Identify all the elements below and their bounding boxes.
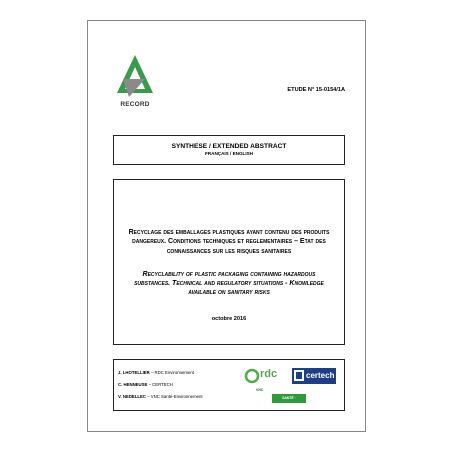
rdc-logo [244,368,284,384]
certech-logo-text: certech [306,371,335,380]
sante-environnement-logo: SANTÉ · ENVIRONNEMENT [272,394,306,403]
rdc-leaf-icon [244,368,260,384]
record-logo [115,53,155,117]
record-logo-text: RECORD [120,101,150,108]
author-line [118,370,194,375]
etude-number: ETUDE N° 15-0154/1A [287,87,345,93]
author-name: C. HENNEUSE [118,382,148,387]
title-english: Recyclability of plastic packaging containing hazardous substances. Technical and regulatory situations - Knowledge available on sanitary risks [134,270,324,297]
publication-date: octobre 2016 [211,315,247,322]
author-affiliation: – VNC Santé-Environnement [146,394,203,399]
author-affiliation: – RDC Environnement [149,370,194,375]
title-box [113,179,345,345]
authors-box [113,359,345,411]
synthese-box [113,135,345,165]
author-line [118,394,203,399]
cover-page [87,20,366,432]
synthese-languages: FRANÇAIS / ENGLISH [205,151,253,156]
certech-square-icon [294,370,304,381]
title-french: Recyclage des emballages plastiques ayant contenu des produits dangereux. Conditions techniques et reglementaires – Etat des connaissances sur les risques sanitaires [128,229,330,255]
synthese-title: SYNTHESE / EXTENDED ABSTRACT [171,143,287,150]
author-line [118,382,173,387]
author-name: V. NEDELLEC [118,394,147,399]
record-logo-icon [115,53,155,99]
author-affiliation: – CERTECH [147,382,173,387]
vnc-logo-text: VNC [256,388,264,392]
author-name: J. LHOTELLIER [118,370,150,375]
rdc-logo-text: rdc [260,368,278,380]
certech-logo [292,368,336,384]
